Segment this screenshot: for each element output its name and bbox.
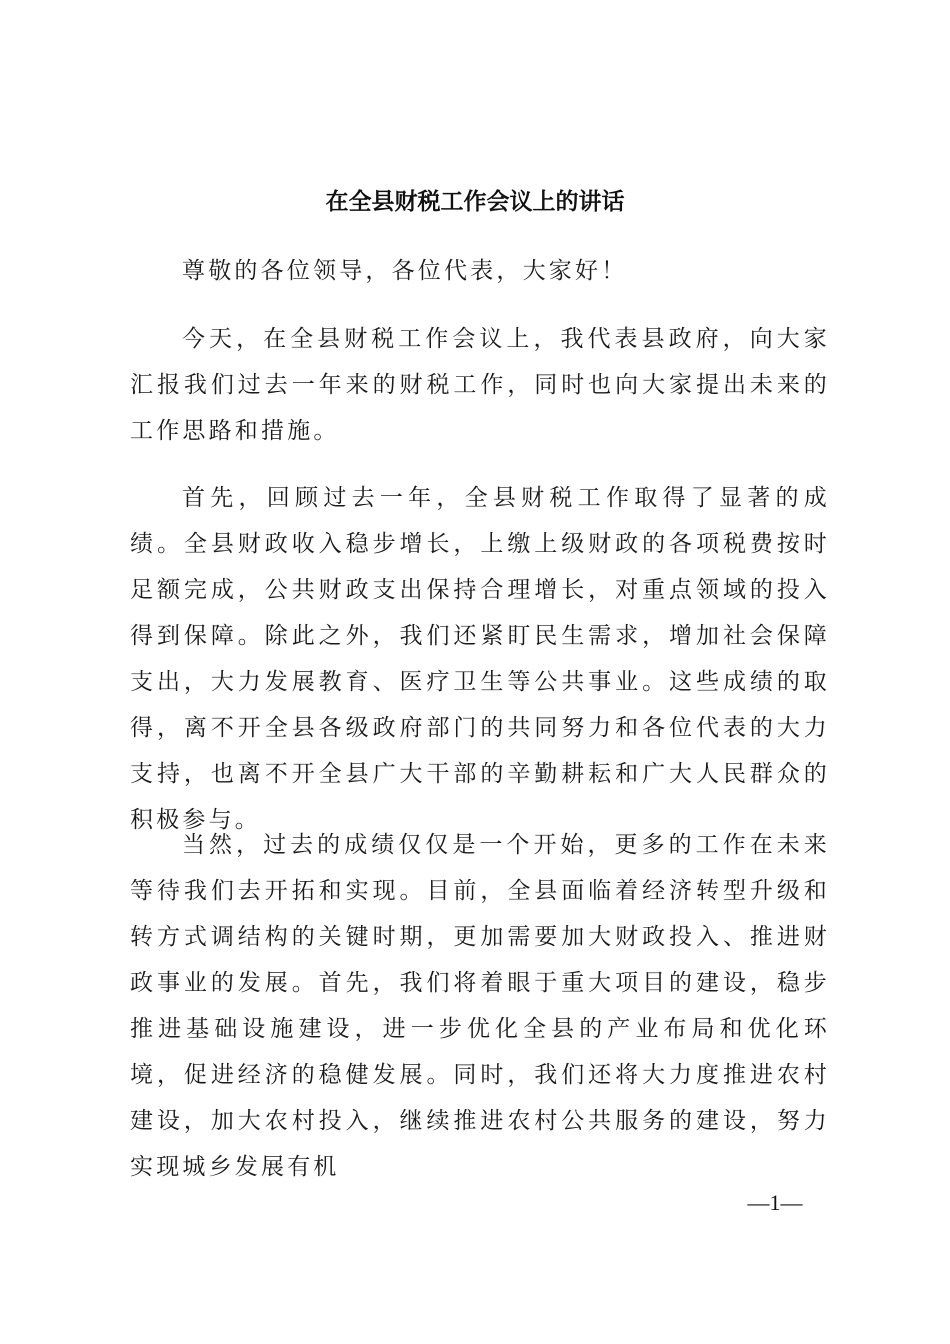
- document-title: 在全县财税工作会议上的讲话: [325, 188, 625, 215]
- paragraph-outlook: 当然，过去的成绩仅仅是一个开始，更多的工作在未来等待我们去开拓和实现。目前，全县面临着经济转型升级和转方式调结构的关键时期，更加需要加大财政投入、推进财政事业的发展。首先，我们将着眼于重大项目的建设，稳步推进基础设施建设，进一步优化全县的产业布局和优化环境，促进经济的稳健发展。同时，我们还将大力度推进农村建设，加大农村投入，继续推进农村公共服务的建设，努力实现城乡发展有机: [130, 832, 830, 1180]
- paragraph-review: 首先，回顾过去一年，全县财税工作取得了显著的成绩。全县财政收入稳步增长，上缴上级财政的各项税费按时足额完成，公共财政支出保持合理增长，对重点领域的投入得到保障。除此之外，我们还紧盯民生需求，增加社会保障支出，大力发展教育、医疗卫生等公共事业。这些成绩的取得，离不开全县各级政府部门的共同努力和各位代表的大力支持，也离不开全县广大干部的辛勤耕耘和广大人民群众的积极参与。: [130, 485, 830, 833]
- paragraph-intro: 今天，在全县财税工作会议上，我代表县政府，向大家汇报我们过去一年来的财税工作，同时也向大家提出未来的工作思路和措施。: [130, 326, 830, 444]
- paragraph-greeting: 尊敬的各位领导，各位代表，大家好！: [182, 258, 628, 284]
- page-number: —1—: [747, 1190, 803, 1215]
